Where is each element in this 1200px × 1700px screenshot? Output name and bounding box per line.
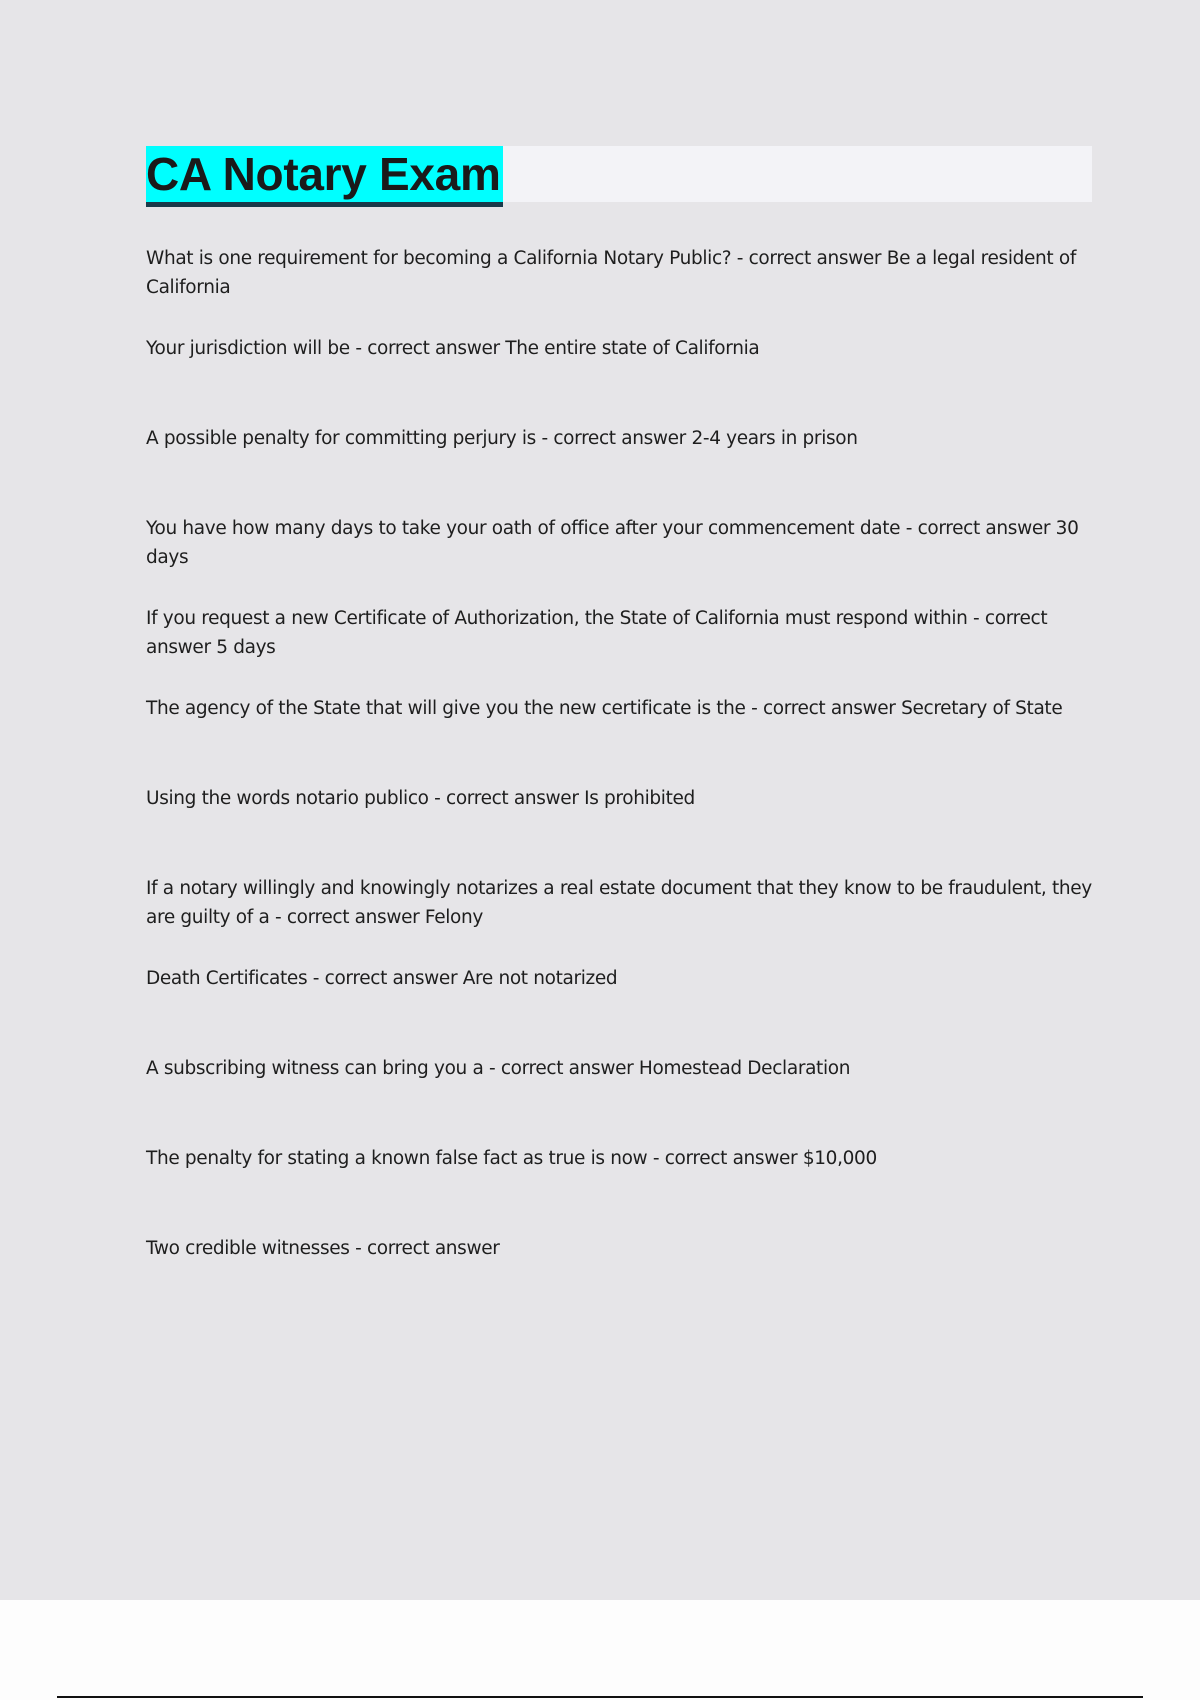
qa-item: If you request a new Certificate of Authorization, the State of California must respond within - correct answer 5 days (146, 608, 1048, 658)
footer-divider (57, 1696, 1143, 1698)
qa-item: Your jurisdiction will be - correct answer The entire state of California (146, 338, 760, 359)
qa-item: You have how many days to take your oath of office after your commencement date - correct answer 30 days (146, 518, 1079, 568)
qa-item: If a notary willingly and knowingly notarizes a real estate document that they know to be fraudulent, they are guilty of a - correct answer Felony (146, 878, 1092, 928)
qa-item: Death Certificates - correct answer Are not notarized (146, 968, 618, 989)
document-title: CA Notary Exam (146, 146, 503, 207)
page-footer (0, 1600, 1200, 1700)
qa-item: What is one requirement for becoming a California Notary Public? - correct answer Be a legal resident of California (146, 248, 1076, 298)
qa-item: Two credible witnesses - correct answer (146, 1238, 500, 1259)
qa-item: The agency of the State that will give you the new certificate is the - correct answer Secretary of State (146, 698, 1063, 719)
qa-item: A possible penalty for committing perjury is - correct answer 2-4 years in prison (146, 428, 858, 449)
qa-item: A subscribing witness can bring you a - correct answer Homestead Declaration (146, 1058, 851, 1079)
qa-list (146, 244, 1092, 1263)
qa-item: The penalty for stating a known false fact as true is now - correct answer $10,000 (146, 1148, 877, 1169)
qa-item: Using the words notario publico - correct answer Is prohibited (146, 788, 695, 809)
